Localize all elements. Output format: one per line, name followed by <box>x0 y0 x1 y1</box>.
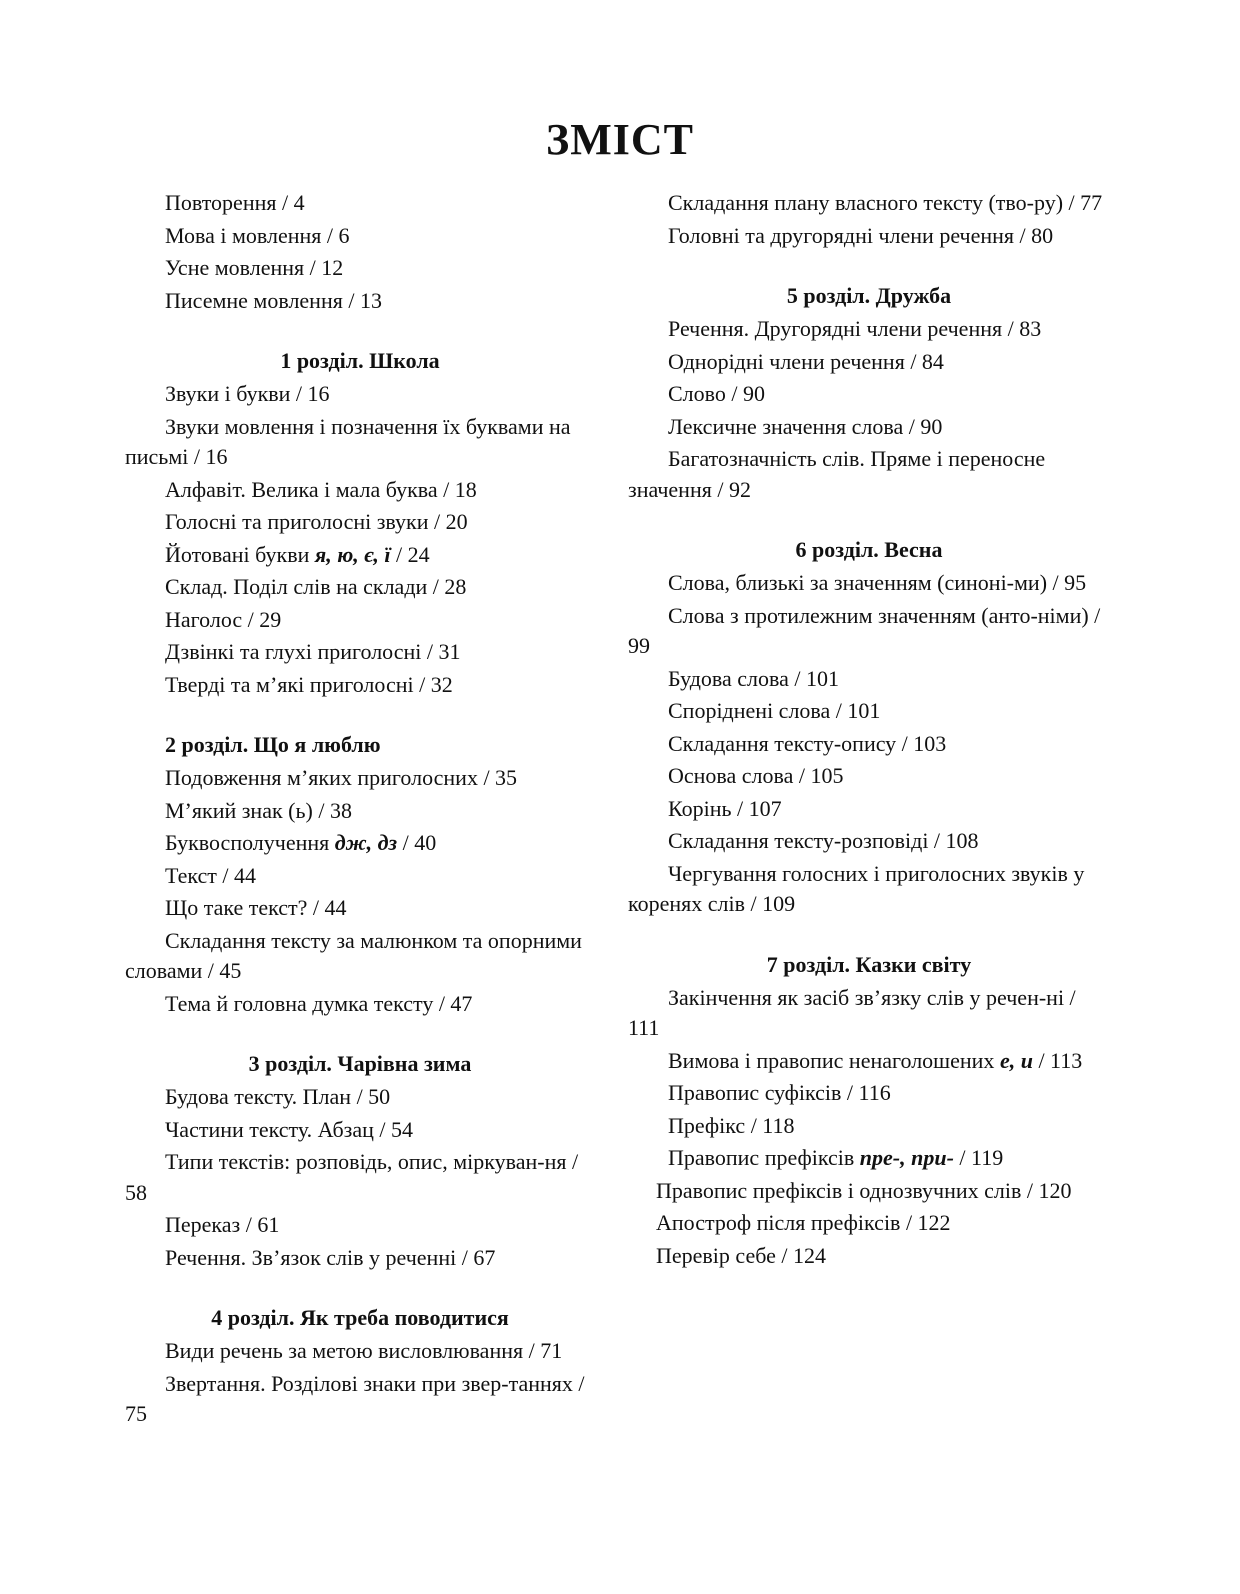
toc-entry: Наголос / 29 <box>165 606 282 632</box>
toc-entry <box>628 1046 1110 1077</box>
toc-entry: Правопис префіксів і однозвучних слів / 120 <box>656 1177 1072 1203</box>
toc-entry <box>125 540 595 571</box>
toc-entry: Дзвінкі та глухі приголосні / 31 <box>165 639 461 664</box>
toc-entry: Складання тексту-розповіді / 108 <box>668 828 979 853</box>
entry-page: / 119 <box>953 1145 1004 1170</box>
toc-entry: Склад. Поділ слів на склади / 28 <box>165 574 467 599</box>
toc-entry: М’який знак (ь) / 38 <box>165 797 352 823</box>
toc-entry <box>125 828 595 859</box>
entry-emphasis: я, ю, є, ї <box>314 541 391 567</box>
section-heading: 7 розділ. Казки світу <box>766 951 972 977</box>
toc-entry: Писемне мовлення / 13 <box>165 287 382 313</box>
toc-left-column <box>125 188 595 1432</box>
entry-text: Правопис префіксів <box>668 1145 860 1170</box>
toc-entry: Звертання. Розділові знаки при звер-таннях / 75 <box>125 1370 585 1426</box>
toc-entry: Слова, близькі за значенням (синоні-ми) / 95 <box>668 570 1087 595</box>
toc-right-column <box>628 188 1110 1273</box>
section-heading: 1 розділ. Школа <box>280 348 440 373</box>
toc-entry: Види речень за метою висловлювання / 71 <box>165 1338 563 1363</box>
toc-entry <box>628 1143 1110 1174</box>
toc-entry: Мова і мовлення / 6 <box>165 222 350 248</box>
toc-entry: Складання тексту-опису / 103 <box>668 730 947 756</box>
toc-entry: Звуки мовлення і позначення їх буквами на письмі / 16 <box>125 413 571 469</box>
section-heading: 4 розділ. Як треба поводитися <box>211 1305 509 1330</box>
toc-entry: Основа слова / 105 <box>668 763 844 788</box>
toc-entry: Повторення / 4 <box>165 190 305 215</box>
entry-page: / 24 <box>390 541 430 567</box>
entry-text: Вимова і правопис ненаголошених <box>668 1047 1000 1073</box>
toc-entry: Тверді та м’які приголосні / 32 <box>165 671 453 697</box>
toc-entry: Однорідні члени речення / 84 <box>668 348 944 374</box>
toc-entry: Типи текстів: розповідь, опис, міркуван-ня / 58 <box>125 1149 579 1205</box>
entry-text: Йотовані букви <box>165 541 315 567</box>
toc-entry: Корінь / 107 <box>668 795 782 821</box>
toc-entry: Закінчення як засіб зв’язку слів у речен-ні / 111 <box>628 984 1076 1040</box>
toc-entry: Частини тексту. Абзац / 54 <box>165 1116 413 1142</box>
section-heading: 5 розділ. Дружба <box>786 283 952 308</box>
section-heading: 6 розділ. Весна <box>795 537 943 562</box>
toc-entry: Текст / 44 <box>165 862 256 888</box>
toc-entry: Головні та другорядні члени речення / 80 <box>668 222 1054 248</box>
toc-entry: Апостроф після префіксів / 122 <box>656 1210 951 1235</box>
toc-entry: Речення. Зв’язок слів у реченні / 67 <box>165 1244 496 1270</box>
toc-entry: Подовження м’яких приголосних / 35 <box>165 765 518 790</box>
toc-entry: Алфавіт. Велика і мала буква / 18 <box>165 476 477 502</box>
toc-entry: Будова тексту. План / 50 <box>165 1084 391 1109</box>
toc-entry: Що таке текст? / 44 <box>165 895 347 920</box>
entry-text: Буквосполучення <box>165 830 335 855</box>
toc-entry: Префікс / 118 <box>668 1112 795 1138</box>
toc-entry: Переказ / 61 <box>165 1212 280 1237</box>
toc-entry: Речення. Другорядні члени речення / 83 <box>668 316 1042 341</box>
toc-entry: Лексичне значення слова / 90 <box>668 413 943 439</box>
toc-entry: Перевір себе / 124 <box>656 1242 826 1268</box>
toc-entry: Слова з протилежним значенням (анто-німи) / 99 <box>628 602 1101 658</box>
toc-entry: Голосні та приголосні звуки / 20 <box>165 509 468 534</box>
entry-page: / 40 <box>397 830 437 855</box>
page-title: ЗМІСТ <box>546 115 694 164</box>
section-heading: 3 розділ. Чарівна зима <box>248 1051 472 1076</box>
toc-entry: Будова слова / 101 <box>668 665 839 691</box>
toc-entry: Усне мовлення / 12 <box>165 255 344 280</box>
entry-emphasis: пре-, при- <box>859 1145 954 1170</box>
toc-entry: Звуки і букви / 16 <box>165 381 330 406</box>
toc-entry: Споріднені слова / 101 <box>668 698 881 723</box>
entry-emphasis: дж, дз <box>334 830 398 855</box>
toc-entry: Слово / 90 <box>668 381 766 406</box>
toc-entry: Чергування голосних і приголосних звуків у коренях слів / 109 <box>628 860 1085 916</box>
entry-page: / 113 <box>1032 1047 1083 1073</box>
section-heading: 2 розділ. Що я люблю <box>165 732 381 757</box>
toc-entry: Складання плану власного тексту (тво-ру) / 77 <box>668 190 1103 215</box>
toc-entry: Складання тексту за малюнком та опорними словами / 45 <box>125 927 582 983</box>
toc-entry: Правопис суфіксів / 116 <box>668 1080 891 1105</box>
entry-emphasis: е, и <box>999 1047 1033 1073</box>
toc-entry: Багатозначність слів. Пряме і переносне значення / 92 <box>628 446 1046 502</box>
toc-entry: Тема й головна думка тексту / 47 <box>165 990 473 1016</box>
